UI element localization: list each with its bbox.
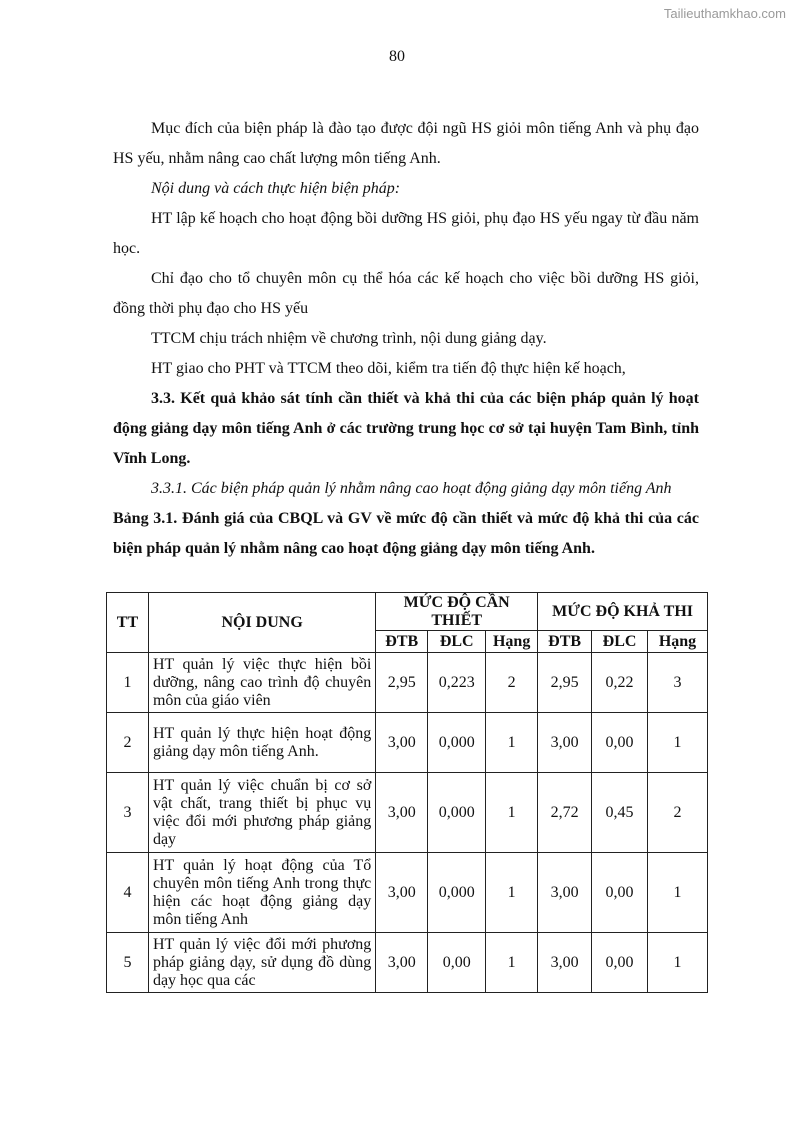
row-feasibility-dtb: 3,00 — [538, 713, 592, 773]
subsection-heading: 3.3.1. Các biện pháp quản lý nhằm nâng cao hoạt động giảng dạy môn tiếng Anh — [151, 480, 672, 497]
table-caption: Bảng 3.1. Đánh giá của CBQL và GV về mức độ cần thiết và mức độ khả thi của các biện pháp quản lý nhằm nâng cao hoạt động giảng dạy môn tiếng Anh. — [113, 510, 699, 557]
row-content: HT quản lý việc thực hiện bồi dưỡng, nâng cao trình độ chuyên môn của giáo viên — [148, 653, 375, 713]
row-content: HT quản lý việc đổi mới phương pháp giảng dạy, sử dụng đồ dùng dạy học qua các — [148, 933, 375, 993]
row-necessity-dlc: 0,00 — [428, 933, 486, 993]
header-necessity-dtb: ĐTB — [376, 631, 428, 653]
row-feasibility-hang: 1 — [648, 933, 708, 993]
header-tt: TT — [107, 593, 149, 653]
header-feasibility-dtb: ĐTB — [538, 631, 592, 653]
row-necessity-hang: 1 — [486, 773, 538, 853]
document-body — [113, 114, 699, 564]
row-tt: 4 — [107, 853, 149, 933]
row-feasibility-dlc: 0,00 — [592, 933, 648, 993]
header-feasibility: MỨC ĐỘ KHẢ THI — [538, 593, 708, 631]
row-tt: 2 — [107, 713, 149, 773]
row-necessity-dtb: 3,00 — [376, 773, 428, 853]
header-content: NỘI DUNG — [148, 593, 375, 653]
row-necessity-hang: 1 — [486, 713, 538, 773]
row-feasibility-dlc: 0,00 — [592, 713, 648, 773]
paragraph-content-heading: Nội dung và cách thực hiện biện pháp: — [151, 180, 401, 197]
row-necessity-dtb: 3,00 — [376, 853, 428, 933]
row-necessity-dlc: 0,000 — [428, 853, 486, 933]
row-necessity-dtb: 3,00 — [376, 713, 428, 773]
paragraph-direction: Chỉ đạo cho tổ chuyên môn cụ thể hóa các kế hoạch cho việc bồi dưỡng HS giỏi, đồng thời phụ đạo cho HS yếu — [113, 270, 699, 317]
row-necessity-hang: 1 — [486, 853, 538, 933]
row-feasibility-hang: 1 — [648, 853, 708, 933]
row-necessity-dlc: 0,223 — [428, 653, 486, 713]
header-necessity-hang: Hạng — [486, 631, 538, 653]
row-feasibility-dtb: 2,72 — [538, 773, 592, 853]
row-feasibility-dtb: 3,00 — [538, 933, 592, 993]
header-feasibility-dlc: ĐLC — [592, 631, 648, 653]
header-feasibility-hang: Hạng — [648, 631, 708, 653]
table-row — [107, 713, 708, 773]
row-content: HT quản lý hoạt động của Tổ chuyên môn tiếng Anh trong thực hiện các hoạt động giảng dạy môn tiếng Anh — [148, 853, 375, 933]
table-row — [107, 653, 708, 713]
row-feasibility-dtb: 3,00 — [538, 853, 592, 933]
row-tt: 5 — [107, 933, 149, 993]
row-feasibility-dtb: 2,95 — [538, 653, 592, 713]
row-necessity-dtb: 3,00 — [376, 933, 428, 993]
row-feasibility-dlc: 0,45 — [592, 773, 648, 853]
paragraph-ttcm: TTCM chịu trách nhiệm về chương trình, nội dung giảng dạy. — [151, 330, 547, 347]
section-heading: 3.3. Kết quả khảo sát tính cần thiết và khả thi của các biện pháp quản lý hoạt động giảng dạy môn tiếng Anh ở các trường trung học cơ sở tại huyện Tam Bình, tỉnh Vĩnh Long. — [113, 390, 699, 467]
row-necessity-dlc: 0,000 — [428, 773, 486, 853]
paragraph-plan: HT lập kế hoạch cho hoạt động bồi dưỡng HS giỏi, phụ đạo HS yếu ngay từ đầu năm học. — [113, 210, 699, 257]
row-content: HT quản lý thực hiện hoạt động giảng dạy môn tiếng Anh. — [148, 713, 375, 773]
row-tt: 1 — [107, 653, 149, 713]
row-feasibility-hang: 2 — [648, 773, 708, 853]
table-row — [107, 933, 708, 993]
watermark: Tailieuthamkhao.com — [663, 6, 786, 21]
row-necessity-dtb: 2,95 — [376, 653, 428, 713]
table-row — [107, 773, 708, 853]
row-tt: 3 — [107, 773, 149, 853]
paragraph-monitoring: HT giao cho PHT và TTCM theo dõi, kiểm tra tiến độ thực hiện kế hoạch, — [151, 360, 626, 377]
row-necessity-hang: 1 — [486, 933, 538, 993]
page-number: 80 — [389, 48, 405, 65]
row-feasibility-hang: 1 — [648, 713, 708, 773]
row-necessity-hang: 2 — [486, 653, 538, 713]
evaluation-table — [106, 592, 708, 993]
header-necessity-dlc: ĐLC — [428, 631, 486, 653]
row-content: HT quản lý việc chuẩn bị cơ sở vật chất, trang thiết bị phục vụ việc đổi mới phương pháp giảng dạy — [148, 773, 375, 853]
row-necessity-dlc: 0,000 — [428, 713, 486, 773]
row-feasibility-hang: 3 — [648, 653, 708, 713]
header-necessity: MỨC ĐỘ CẦN THIẾT — [376, 593, 538, 631]
paragraph-purpose: Mục đích của biện pháp là đào tạo được đội ngũ HS giỏi môn tiếng Anh và phụ đạo HS yếu, nhằm nâng cao chất lượng môn tiếng Anh. — [113, 120, 699, 167]
row-feasibility-dlc: 0,00 — [592, 853, 648, 933]
table-row — [107, 853, 708, 933]
row-feasibility-dlc: 0,22 — [592, 653, 648, 713]
